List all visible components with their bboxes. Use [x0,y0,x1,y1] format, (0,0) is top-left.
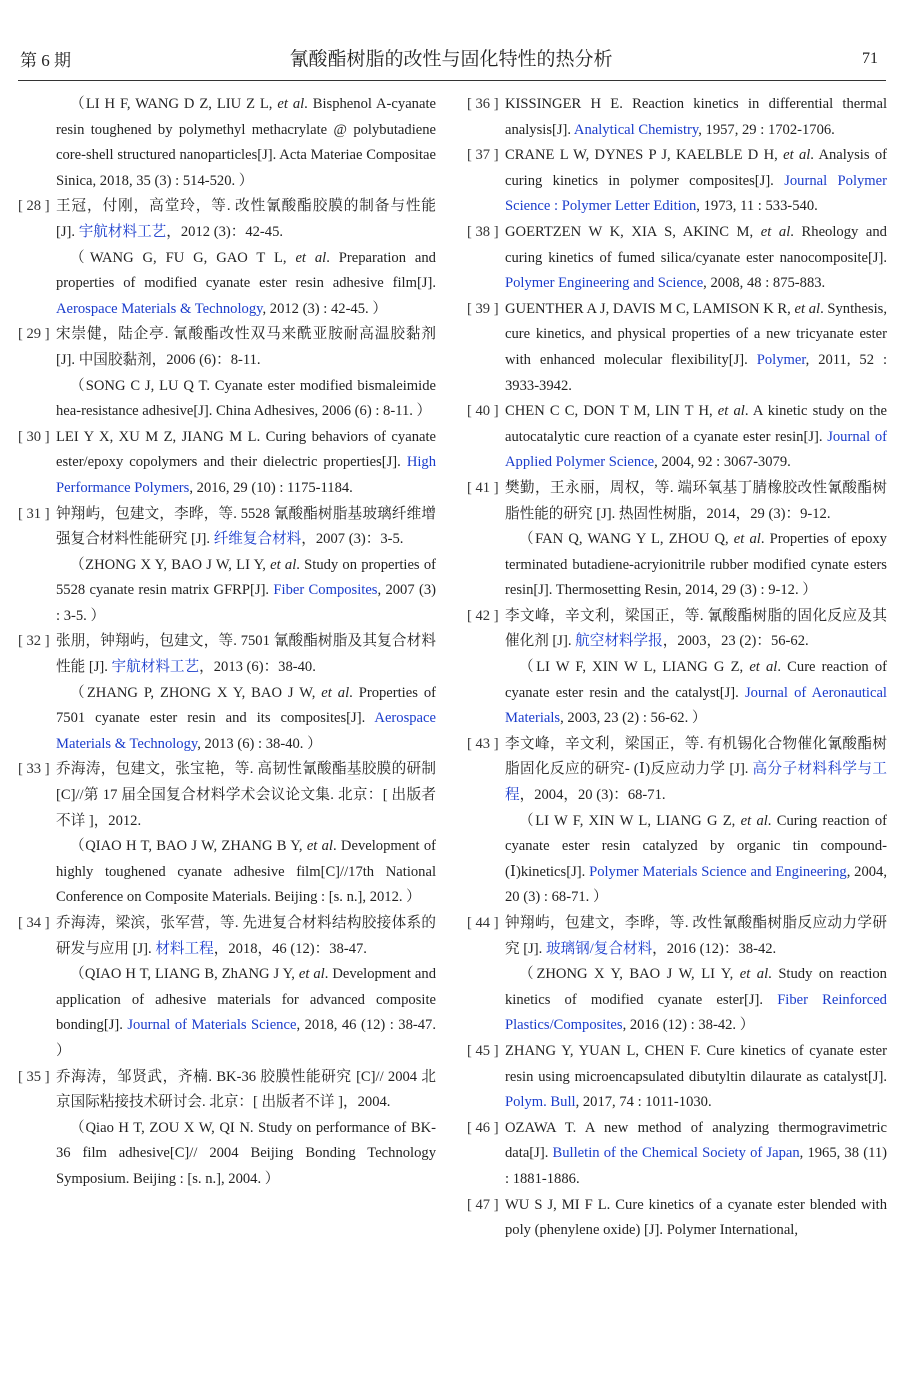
reference-entry [467,143,887,220]
reference-translation: （ZHONG X Y, BAO J W, LI Y, et al. Study on properties of 5528 cyanate resin matrix GFRP[J]. Fiber Composites, 2007 (3) : 3-5. ） [56,556,436,624]
reference-text: 钟翔屿，包建文，李晔，等. 5528 氰酸酯树脂基玻璃纤维增强复合材料性能研究 [J]. 纤维复合材料，2007 (3)：3-5. [56,505,436,548]
reference-entry [467,604,887,655]
reference-number: [ 46 ] [467,1119,499,1136]
reference-translation: （WANG G, FU G, GAO T L, et al. Preparation and properties of modified cyanate ester resin adhesive film[J]. Aerospace Materials & Technology, 2012 (3) : 42-45. ） [56,249,436,317]
reference-entry [18,322,436,373]
right-column [467,92,887,1244]
reference-number: [ 42 ] [467,607,499,624]
reference-entry [467,297,887,399]
reference-number: [ 40 ] [467,403,499,420]
reference-translation: （SONG C J, LU Q T. Cyanate ester modified bismaleimide hea-resistance adhesive[J]. China Adhesives, 2006 (6) : 8-11. ） [56,377,436,420]
reference-number: [ 36 ] [467,96,499,112]
reference-number: [ 29 ] [18,326,50,343]
reference-text: CHEN C C, DON T M, LIN T H, et al. A kinetic study on the autocatalytic cure reaction of a cyanate ester resin[J]. Journal of Applied Polymer Science, 2004, 92 : 3067-3079. [505,403,887,471]
reference-text: GUENTHER A J, DAVIS M C, LAMISON K R, et al. Synthesis, cure kinetics, and physical properties of a new tricyanate ester with enhanced molecular flexibility[J]. Polymer, 2011, 52 : 3933-3942. [505,300,887,394]
reference-translation: （Qiao H T, ZOU X W, QI N. Study on performance of BK-36 film adhesive[C]// 2004 Beijing Bonding Technology Symposium. Beijing : [s. n.], 2004. ） [56,1119,436,1187]
reference-entry [467,476,887,527]
reference-entry [18,194,436,245]
reference-number: [ 34 ] [18,915,50,931]
reference-text: GOERTZEN W K, XIA S, AKINC M, et al. Rheology and curing kinetics of fumed silica/cyanate ester nanocomposite[J]. Polymer Engineering and Science, 2008, 48 : 875-883. [505,223,887,292]
reference-text: OZAWA T. A new method of analyzing thermogravimetric data[J]. Bulletin of the Chemical Society of Japan, 1965, 38 (11) : 1881-1886. [505,1119,887,1187]
issue-number: 第 6 期 [20,51,71,70]
reference-entry [467,1039,887,1116]
reference-text: 宋崇健，陆企亭. 氰酸酯改性双马来酰亚胺耐高温胶黏剂 [J]. 中国胶黏剂，2006 (6)：8-11. [56,326,436,368]
running-title: 氰酸酯树脂的改性与固化特性的热分析 [289,49,613,70]
reference-number: [ 44 ] [467,915,499,931]
reference-text: 张朋，钟翔屿，包建文，等. 7501 氰酸酯树脂及其复合材料性能 [J]. 宇航材料工艺，2013 (6)：38-40. [56,633,436,676]
reference-number: [ 37 ] [467,147,499,164]
reference-text: KISSINGER H E. Reaction kinetics in differential thermal analysis[J]. Analytical Chemistry, 1957, 29 : 1702-1706. [505,96,887,138]
reference-number: [ 31 ] [18,505,50,522]
reference-entry [467,1193,887,1244]
reference-text: 乔海涛，包建文，张宝艳，等. 高韧性氰酸酯基胶膜的研制 [C]//第 17 届全国复合材料学术会议论文集. 北京：[ 出版者不详 ]，2012. [56,761,436,829]
reference-translation: （ZHANG P, ZHONG X Y, BAO J W, et al. Properties of 7501 cyanate ester resin and its composites[J]. Aerospace Materials & Technology, 2013 (6) : 38-40. ） [56,684,436,752]
reference-text: LEI Y X, XU M Z, JIANG M L. Curing behaviors of cyanate ester/epoxy copolymers and their dielectric properties[J]. High Performance Polymers, 2016, 29 (10) : 1175-1184. [56,428,436,496]
reference-entry [467,732,887,809]
reference-entry [18,911,436,962]
reference-number: [ 41 ] [467,479,499,496]
reference-translation: （FAN Q, WANG Y L, ZHOU Q, et al. Properties of epoxy terminated butadiene-acryionitrile rubber modified cynate esters resin[J]. Thermosetting Resin, 2014, 29 (3) : 9-12. ） [505,531,887,599]
reference-text: 钟翔屿，包建文，李晔，等. 改性氰酸酯树脂反应动力学研究 [J]. 玻璃钢/复合材料，2016 (12)：38-42. [505,915,887,957]
reference-text: 乔海涛，邹贤武，齐楠. BK-36 胶膜性能研究 [C]// 2004 北京国际粘接技术研讨会. 北京：[ 出版者不详 ]，2004. [56,1068,436,1111]
reference-translation: （ZHONG X Y, BAO J W, LI Y, et al. Study on reaction kinetics of modified cyanate ester[J]. Fiber Reinforced Plastics/Composites, 2016 (12) : 38-42. ） [505,966,887,1034]
reference-translation: （QIAO H T, BAO J W, ZHANG B Y, et al. Development of highly toughened cyanate adhesive film[C]//17th National Conference on Composite Materials. Beijing : [s. n.], 2012. ） [56,838,436,906]
reference-translation: （LI W F, XIN W L, LIANG G Z, et al. Cure reaction of cyanate ester resin and the catalyst[J]. Journal of Aeronautical Materials, 2003, 23 (2) : 56-62. ） [505,659,887,727]
reference-number: [ 43 ] [467,735,499,752]
reference-text: ZHANG Y, YUAN L, CHEN F. Cure kinetics of cyanate ester resin using microencapsulated dibutyltin dilaurate as catalyst[J]. Polym. Bull, 2017, 74 : 1011-1030. [505,1042,887,1111]
reference-translation: （LI W F, XIN W L, LIANG G Z, et al. Curing reaction of cyanate ester resin catalyzed by organic tin compound-(Ⅰ)kinetics[J]. Polymer Materials Science and Engineering, 2004, 20 (3) : 68-71. ） [505,812,887,906]
reference-number: [ 28 ] [18,198,50,215]
reference-number: [ 30 ] [18,428,50,445]
reference-translation: （LI H F, WANG D Z, LIU Z L, et al. Bisphenol A-cyanate resin toughened by polymethyl methacrylate @ polybutadiene core-shell structured nanoparticles[J]. Acta Materiae Compositae Sinica, 2018, 35 (3) : 514-520. ） [56,96,436,189]
reference-text: 樊勤，王永丽，周权，等. 端环氧基丁腈橡胶改性氰酸酯树脂性能的研究 [J]. 热固性树脂，2014，29 (3)：9-12. [505,479,887,522]
header-rule [18,80,886,81]
reference-number: [ 35 ] [18,1068,50,1085]
page-header [0,0,902,88]
left-column [18,92,436,1193]
reference-entry [18,629,436,680]
reference-entry [467,92,887,143]
reference-text: WU S J, MI F L. Cure kinetics of a cyanate ester blended with poly (phenylene oxide) [J]. Polymer International, [505,1196,887,1239]
reference-text: 王冠，付刚，高堂玲，等. 改性氰酸酯胶膜的制备与性能 [J]. 宇航材料工艺，2012 (3)：42-45. [56,198,436,240]
reference-translation: （QIAO H T, LIANG B, ZhANG J Y, et al. Development and application of adhesive materials for advanced composite bonding[J]. Journal of Materials Science, 2018, 46 (12) : 38-47. ） [56,966,436,1059]
reference-entry [467,1116,887,1193]
reference-text: 李文峰，辛文利，梁国正，等. 氰酸酯树脂的固化反应及其催化剂 [J]. 航空材料学报，2003，23 (2)：56-62. [505,607,887,650]
reference-number: [ 33 ] [18,761,50,778]
reference-entry [18,1065,436,1116]
reference-entry [18,757,436,834]
reference-entry [467,220,887,297]
reference-entry [18,425,436,502]
reference-entry [467,399,887,476]
reference-number: [ 39 ] [467,300,499,317]
reference-number: [ 45 ] [467,1042,499,1059]
reference-text: 乔海涛，梁滨，张军营，等. 先进复合材料结构胶接体系的研发与应用 [J]. 材料工程，2018，46 (12)：38-47. [56,915,436,957]
reference-number: [ 38 ] [467,223,499,240]
reference-number: [ 47 ] [467,1196,499,1213]
reference-text: CRANE L W, DYNES P J, KAELBLE D H, et al. Analysis of curing kinetics in polymer composites[J]. Journal Polymer Science : Polymer Letter Edition, 1973, 11 : 533-540. [505,147,887,215]
reference-entry [467,911,887,962]
reference-number: [ 32 ] [18,633,50,650]
reference-text: 李文峰，辛文利，梁国正，等. 有机锡化合物催化氰酸酯树脂固化反应的研究- (Ⅰ)反应动力学 [J]. 高分子材料科学与工程，2004，20 (3)：68-71. [505,735,887,804]
page-number: 71 [862,50,878,67]
reference-entry [18,502,436,553]
